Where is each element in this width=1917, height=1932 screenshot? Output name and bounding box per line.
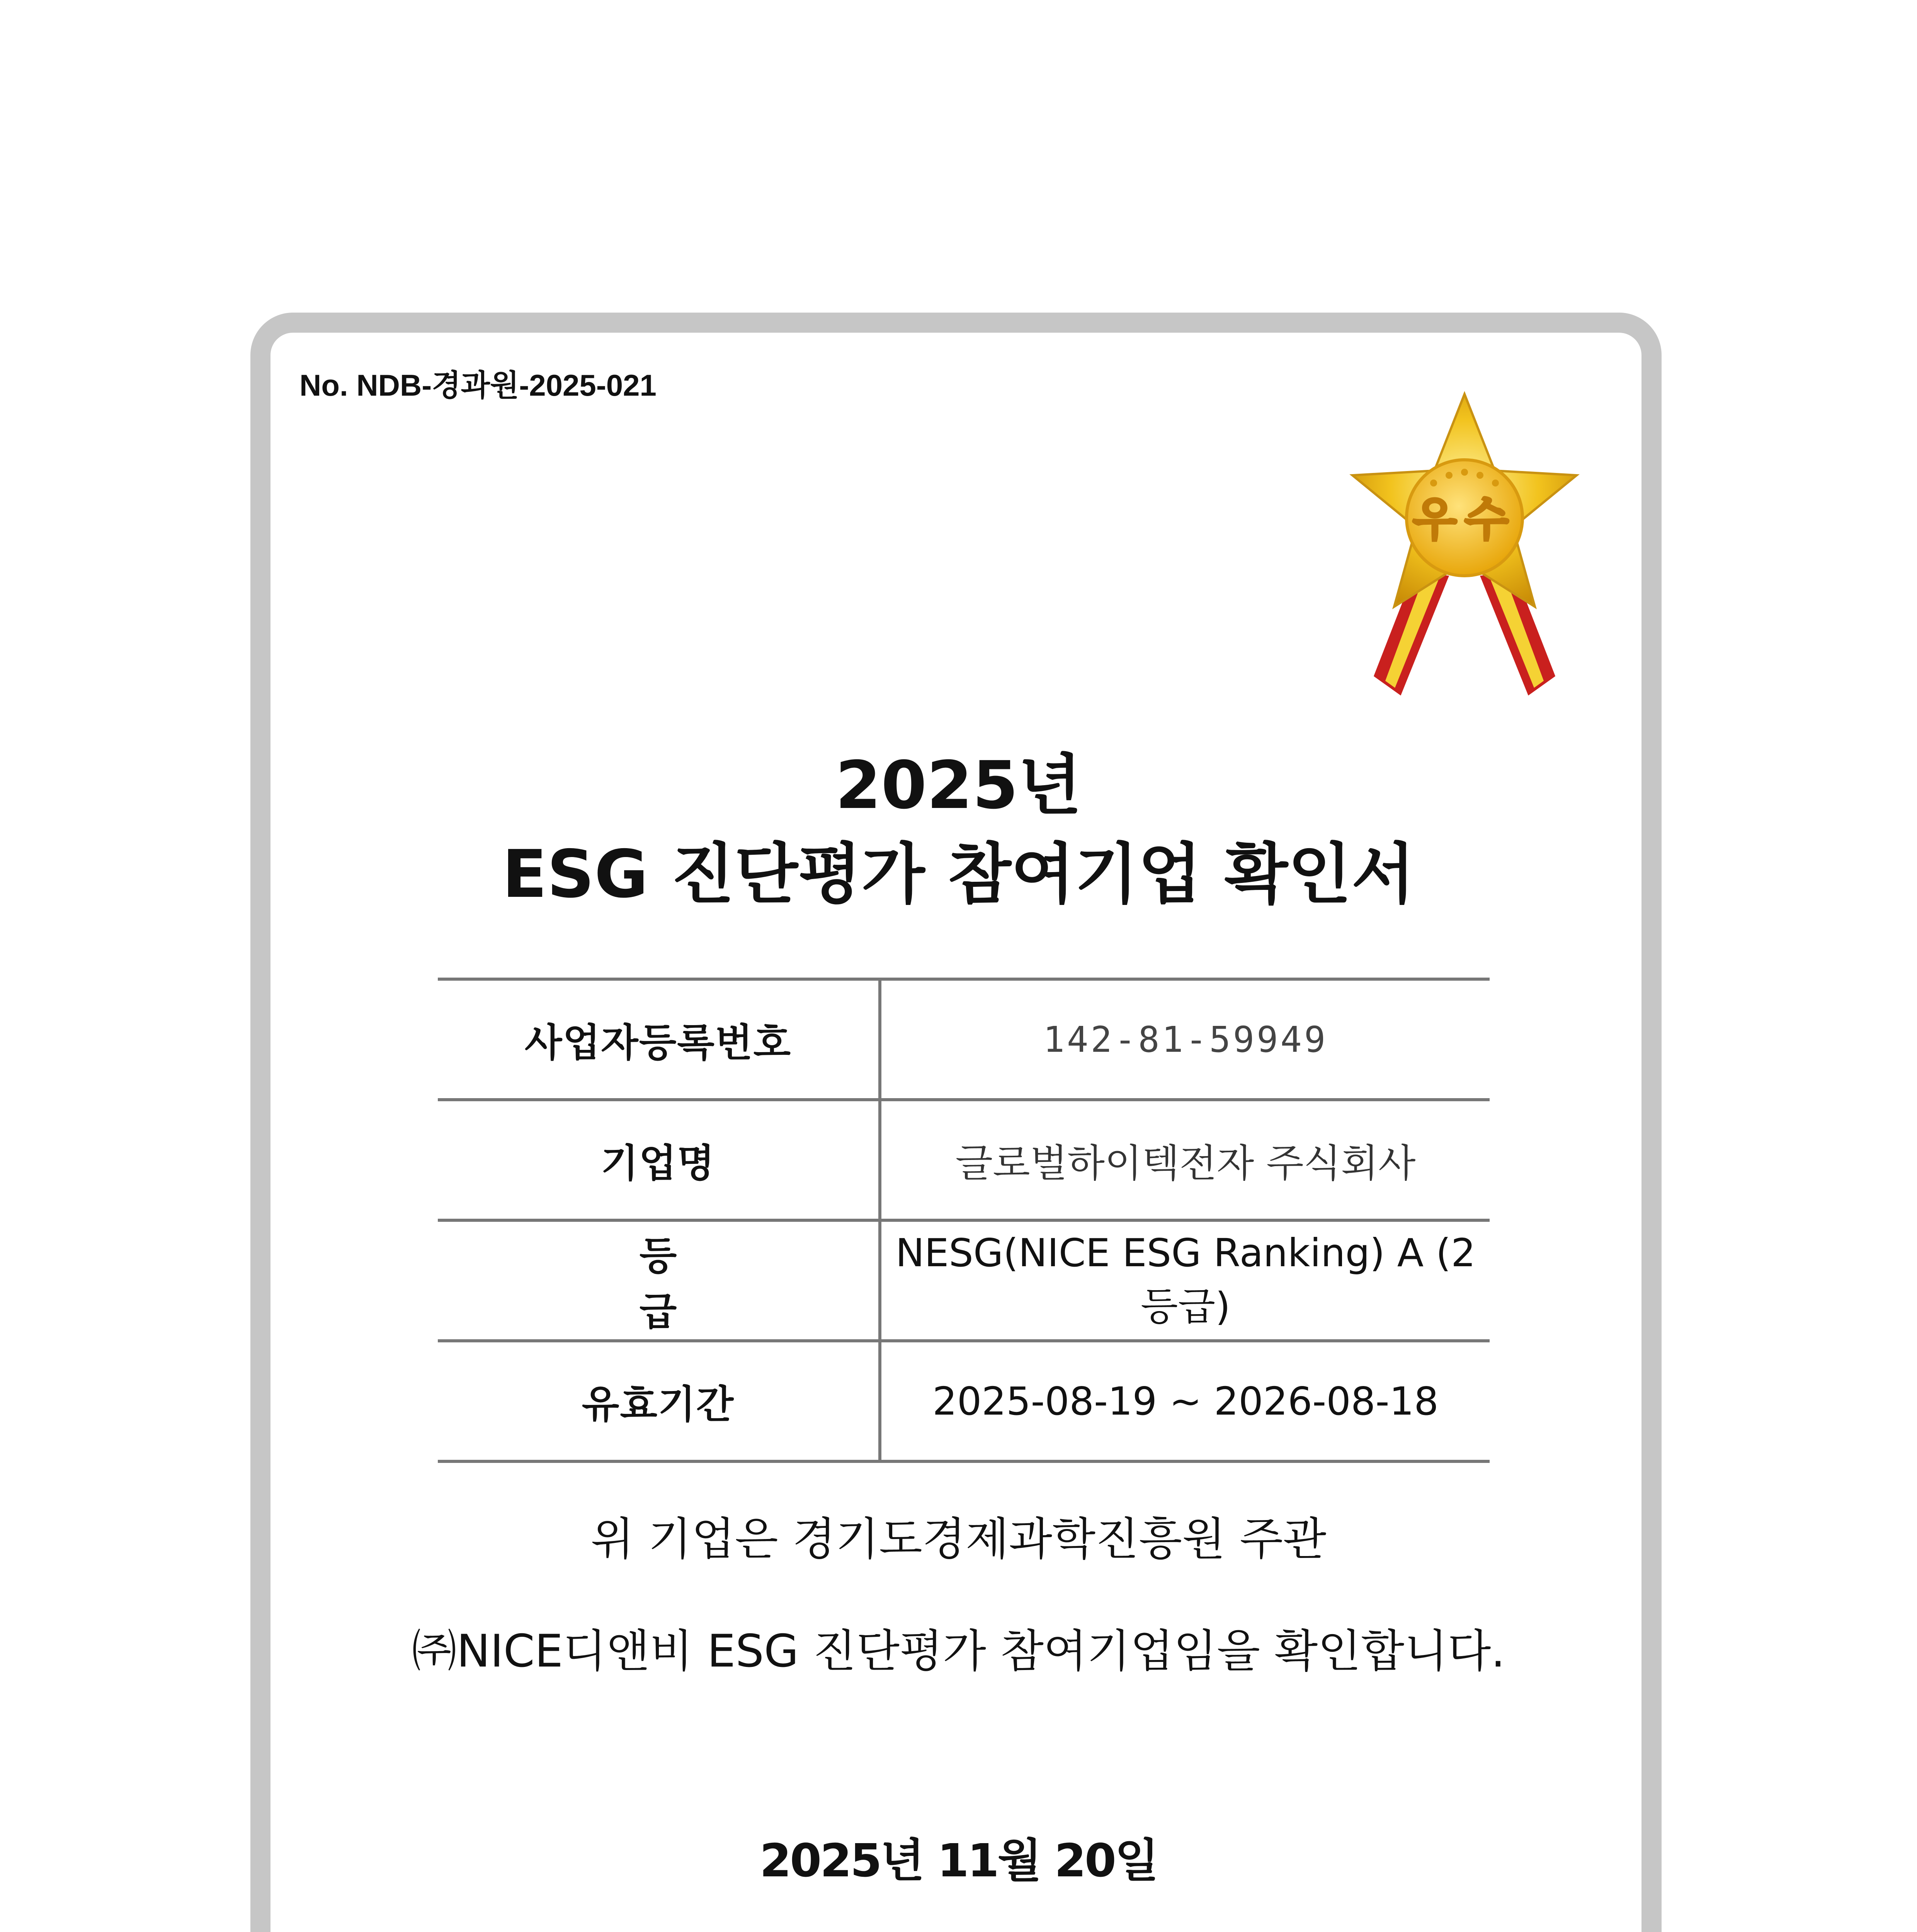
validity-label: 유효기간 <box>438 1341 880 1461</box>
table-row <box>438 1100 1490 1220</box>
confirm-line-1: 위 기업은 경기도경제과학진흥원 주관 <box>590 1513 1327 1565</box>
document-number: No. NDB-경과원-2025-021 <box>299 368 657 402</box>
issue-date: 2025년 11월 20일 <box>760 1834 1157 1887</box>
confirm-line-2: ㈜NICE디앤비 ESG 진단평가 참여기업임을 확인합니다. <box>412 1625 1505 1677</box>
title-main: ESG 진단평가 참여기업 확인서 <box>502 836 1415 913</box>
business-number-value: 142-81-59949 <box>880 979 1490 1100</box>
gold-star-medal-icon <box>1337 390 1592 711</box>
validity-value: 2025-08-19 ~ 2026-08-18 <box>880 1341 1490 1461</box>
company-name-value: 글로벌하이텍전자 주식회사 <box>880 1100 1490 1220</box>
table-row <box>438 1220 1490 1341</box>
info-table <box>438 978 1490 1463</box>
table-row <box>438 1341 1490 1461</box>
title-year: 2025년 <box>835 747 1082 824</box>
grade-label: 등 급 <box>438 1220 880 1341</box>
company-name-label: 기업명 <box>438 1100 880 1220</box>
business-number-label: 사업자등록번호 <box>438 979 880 1100</box>
badge-text: 우수 <box>1413 493 1516 546</box>
table-row <box>438 979 1490 1100</box>
grade-value: NESG(NICE ESG Ranking) A (2등급) <box>880 1220 1490 1341</box>
